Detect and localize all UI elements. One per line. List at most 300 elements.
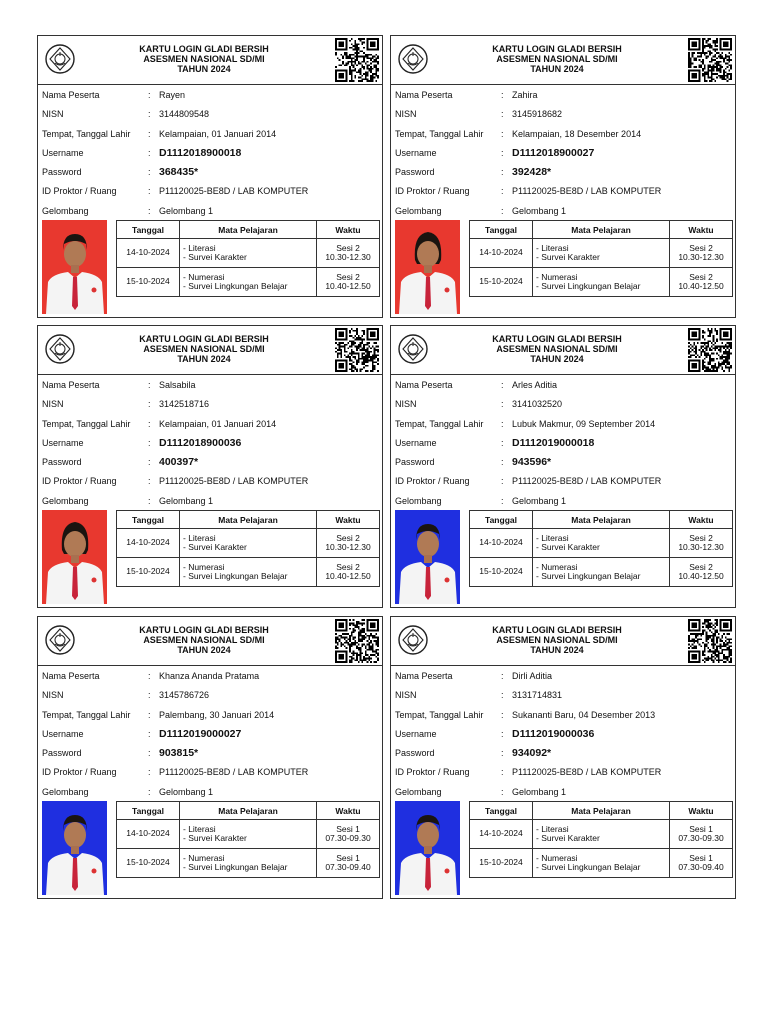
field-row-ttl bbox=[395, 706, 733, 725]
subject-line: - Literasi bbox=[536, 242, 569, 253]
schedule-time bbox=[317, 820, 380, 849]
title-line: TAHUN 2024 bbox=[530, 64, 584, 74]
field-colon: : bbox=[501, 90, 504, 100]
col-header-subject: Mata Pelajaran bbox=[180, 511, 317, 529]
session-time: 07.30-09.40 bbox=[325, 862, 371, 872]
field-row-password bbox=[395, 453, 733, 472]
field-colon: : bbox=[501, 437, 504, 448]
field-value-password: 943596* bbox=[512, 456, 552, 469]
participant-fields bbox=[395, 667, 733, 802]
session-time: 10.40-12.50 bbox=[678, 571, 724, 581]
field-colon: : bbox=[148, 167, 151, 178]
field-label: Nama Peserta bbox=[42, 671, 100, 681]
field-colon: : bbox=[501, 495, 504, 506]
schedule-date: 14-10-2024 bbox=[470, 239, 533, 268]
session-time: 10.40-12.50 bbox=[325, 571, 371, 581]
field-row-username bbox=[395, 434, 733, 453]
schedule-subject bbox=[180, 239, 317, 268]
title-line: ASESMEN NASIONAL SD/MI bbox=[496, 344, 618, 354]
field-colon: : bbox=[501, 418, 504, 429]
title-line: TAHUN 2024 bbox=[177, 645, 231, 655]
schedule-row bbox=[470, 558, 733, 587]
subject-line: - Numerasi bbox=[536, 271, 578, 282]
field-value-nama: Rayen bbox=[159, 90, 186, 100]
field-value-nama: Arles Aditia bbox=[512, 380, 558, 390]
field-label: Gelombang bbox=[395, 205, 442, 216]
participant-fields bbox=[42, 376, 380, 511]
tut-wuri-logo-icon bbox=[397, 43, 429, 75]
field-label: Username bbox=[395, 147, 437, 158]
session-label: Sesi 1 bbox=[336, 852, 360, 863]
col-header-date: Tanggal bbox=[117, 511, 180, 529]
schedule-subject bbox=[180, 268, 317, 297]
schedule-time bbox=[670, 820, 733, 849]
field-row-ttl bbox=[395, 125, 733, 144]
tut-wuri-logo-icon bbox=[397, 333, 429, 365]
title-line: TAHUN 2024 bbox=[530, 645, 584, 655]
field-colon: : bbox=[148, 186, 151, 197]
field-value-username: D1112018900036 bbox=[159, 436, 242, 449]
col-header-time: Waktu bbox=[317, 511, 380, 529]
col-header-subject: Mata Pelajaran bbox=[533, 511, 670, 529]
col-header-time: Waktu bbox=[317, 802, 380, 820]
card-header bbox=[38, 326, 382, 375]
field-row-proktor bbox=[42, 763, 380, 782]
field-row-proktor bbox=[395, 763, 733, 782]
field-label: ID Proktor / Ruang bbox=[42, 186, 117, 197]
title-line: TAHUN 2024 bbox=[177, 354, 231, 364]
card-header bbox=[38, 36, 382, 85]
schedule-subject bbox=[533, 239, 670, 268]
schedule-header bbox=[470, 511, 733, 529]
schedule-subject bbox=[533, 268, 670, 297]
field-colon: : bbox=[148, 748, 151, 759]
field-value-nama: Dirli Aditia bbox=[512, 671, 553, 681]
field-label: ID Proktor / Ruang bbox=[395, 476, 470, 487]
field-label: NISN bbox=[42, 399, 64, 410]
field-label: Password bbox=[42, 748, 82, 759]
card-title bbox=[451, 334, 663, 364]
field-label: Nama Peserta bbox=[395, 380, 453, 390]
field-row-nisn bbox=[395, 686, 733, 705]
card-title bbox=[98, 44, 310, 74]
tut-wuri-logo-icon bbox=[44, 333, 76, 365]
qr-code-icon bbox=[688, 328, 732, 372]
participant-fields bbox=[42, 86, 380, 221]
field-row-proktor bbox=[395, 472, 733, 491]
field-value-ttl: Lubuk Makmur, 09 September 2014 bbox=[512, 418, 656, 429]
session-time: 10.40-12.50 bbox=[678, 281, 724, 291]
field-value-nisn: 3145918682 bbox=[512, 109, 563, 120]
field-row-nama bbox=[395, 667, 733, 686]
title-line: ASESMEN NASIONAL SD/MI bbox=[496, 635, 618, 645]
field-colon: : bbox=[501, 457, 504, 468]
field-label: ID Proktor / Ruang bbox=[42, 767, 117, 778]
schedule-date: 15-10-2024 bbox=[117, 268, 180, 297]
field-colon: : bbox=[148, 109, 151, 120]
field-row-gelombang bbox=[395, 492, 733, 511]
schedule-date: 14-10-2024 bbox=[470, 529, 533, 558]
participant-photo bbox=[42, 801, 107, 895]
col-header-date: Tanggal bbox=[117, 802, 180, 820]
field-label: Username bbox=[42, 437, 84, 448]
field-label: Username bbox=[395, 728, 437, 739]
schedule-row bbox=[470, 820, 733, 849]
field-colon: : bbox=[501, 748, 504, 759]
schedule-subject bbox=[533, 558, 670, 587]
field-row-username bbox=[42, 434, 380, 453]
session-label: Sesi 2 bbox=[336, 242, 360, 253]
col-header-subject: Mata Pelajaran bbox=[533, 802, 670, 820]
field-colon: : bbox=[501, 186, 504, 197]
field-colon: : bbox=[501, 109, 504, 120]
field-value-proktor: P11120025-BE8D / LAB KOMPUTER bbox=[159, 767, 309, 778]
schedule-table bbox=[469, 801, 733, 878]
subject-line: - Literasi bbox=[536, 823, 569, 834]
field-value-ttl: Kelampaian, 01 Januari 2014 bbox=[159, 418, 277, 429]
subject-line: - Survei Karakter bbox=[183, 252, 247, 262]
schedule-date: 15-10-2024 bbox=[117, 558, 180, 587]
field-colon: : bbox=[148, 786, 151, 797]
field-row-ttl bbox=[42, 125, 380, 144]
col-header-date: Tanggal bbox=[470, 802, 533, 820]
schedule-time bbox=[317, 268, 380, 297]
title-line: TAHUN 2024 bbox=[177, 64, 231, 74]
subject-line: - Survei Karakter bbox=[183, 833, 247, 843]
subject-line: - Literasi bbox=[183, 823, 216, 834]
subject-line: - Survei Karakter bbox=[536, 542, 600, 552]
field-label: Password bbox=[42, 167, 82, 178]
field-label: NISN bbox=[395, 399, 417, 410]
col-header-date: Tanggal bbox=[470, 511, 533, 529]
field-value-proktor: P11120025-BE8D / LAB KOMPUTER bbox=[512, 186, 662, 197]
field-label: Nama Peserta bbox=[395, 671, 453, 681]
field-row-gelombang bbox=[42, 492, 380, 511]
col-header-time: Waktu bbox=[670, 802, 733, 820]
session-time: 10.40-12.50 bbox=[325, 281, 371, 291]
field-row-nisn bbox=[395, 105, 733, 124]
schedule-row bbox=[117, 558, 380, 587]
tut-wuri-logo-icon bbox=[44, 624, 76, 656]
subject-line: - Numerasi bbox=[536, 852, 578, 863]
col-header-subject: Mata Pelajaran bbox=[180, 221, 317, 239]
field-value-username: D1112018900018 bbox=[159, 146, 242, 159]
title-line: KARTU LOGIN GLADI BERSIH bbox=[492, 334, 622, 344]
title-line: TAHUN 2024 bbox=[530, 354, 584, 364]
field-label: Gelombang bbox=[42, 205, 89, 216]
schedule-row bbox=[470, 529, 733, 558]
schedule-time bbox=[317, 558, 380, 587]
title-line: ASESMEN NASIONAL SD/MI bbox=[143, 635, 265, 645]
schedule-subject bbox=[533, 820, 670, 849]
field-row-proktor bbox=[42, 182, 380, 201]
field-value-gelombang: Gelombang 1 bbox=[159, 495, 214, 506]
field-label: Nama Peserta bbox=[42, 90, 100, 100]
card-title bbox=[98, 625, 310, 655]
tut-wuri-logo-icon bbox=[397, 624, 429, 656]
schedule-date: 14-10-2024 bbox=[117, 239, 180, 268]
field-colon: : bbox=[501, 476, 504, 487]
field-label: Username bbox=[42, 728, 84, 739]
col-header-subject: Mata Pelajaran bbox=[180, 802, 317, 820]
subject-line: - Literasi bbox=[536, 532, 569, 543]
field-colon: : bbox=[148, 399, 151, 410]
schedule-header bbox=[117, 511, 380, 529]
field-value-proktor: P11120025-BE8D / LAB KOMPUTER bbox=[159, 476, 309, 487]
field-colon: : bbox=[148, 709, 151, 720]
field-row-password bbox=[395, 744, 733, 763]
schedule-row bbox=[470, 239, 733, 268]
field-colon: : bbox=[501, 167, 504, 178]
qr-code-icon bbox=[335, 619, 379, 663]
field-colon: : bbox=[148, 495, 151, 506]
field-colon: : bbox=[501, 690, 504, 701]
title-line: KARTU LOGIN GLADI BERSIH bbox=[139, 44, 269, 54]
field-value-proktor: P11120025-BE8D / LAB KOMPUTER bbox=[512, 767, 662, 778]
field-row-nama bbox=[42, 86, 380, 105]
field-value-gelombang: Gelombang 1 bbox=[159, 205, 214, 216]
schedule-table bbox=[116, 510, 380, 587]
field-row-proktor bbox=[42, 472, 380, 491]
field-colon: : bbox=[148, 205, 151, 216]
field-colon: : bbox=[148, 147, 151, 158]
subject-line: - Survei Lingkungan Belajar bbox=[536, 862, 641, 872]
schedule-time bbox=[670, 849, 733, 878]
schedule-row bbox=[470, 849, 733, 878]
field-row-nisn bbox=[42, 686, 380, 705]
participant-photo bbox=[395, 801, 460, 895]
qr-code-icon bbox=[688, 38, 732, 82]
card-title bbox=[451, 625, 663, 655]
session-label: Sesi 2 bbox=[689, 561, 713, 572]
session-time: 07.30-09.30 bbox=[678, 833, 724, 843]
field-label: Gelombang bbox=[395, 495, 442, 506]
field-label: NISN bbox=[395, 109, 417, 120]
field-value-ttl: Kelampaian, 01 Januari 2014 bbox=[159, 128, 277, 139]
participant-photo bbox=[42, 510, 107, 604]
field-value-gelombang: Gelombang 1 bbox=[159, 786, 214, 797]
schedule-row bbox=[117, 849, 380, 878]
schedule-date: 15-10-2024 bbox=[470, 558, 533, 587]
field-row-username bbox=[42, 144, 380, 163]
field-value-proktor: P11120025-BE8D / LAB KOMPUTER bbox=[512, 476, 662, 487]
field-row-gelombang bbox=[395, 783, 733, 802]
field-colon: : bbox=[148, 418, 151, 429]
schedule-row bbox=[470, 268, 733, 297]
schedule-row bbox=[117, 820, 380, 849]
field-row-ttl bbox=[42, 706, 380, 725]
session-time: 10.30-12.30 bbox=[325, 252, 371, 262]
schedule-time bbox=[670, 268, 733, 297]
field-value-nisn: 3145786726 bbox=[159, 690, 210, 701]
field-value-username: D1112019000036 bbox=[512, 727, 595, 740]
participant-fields bbox=[42, 667, 380, 802]
field-value-username: D1112018900027 bbox=[512, 146, 595, 159]
field-row-ttl bbox=[395, 415, 733, 434]
schedule-subject bbox=[180, 849, 317, 878]
schedule-table bbox=[469, 220, 733, 297]
schedule-date: 15-10-2024 bbox=[470, 849, 533, 878]
field-label: Nama Peserta bbox=[395, 90, 453, 100]
field-row-username bbox=[395, 725, 733, 744]
title-line: KARTU LOGIN GLADI BERSIH bbox=[492, 625, 622, 635]
session-time: 10.30-12.30 bbox=[325, 542, 371, 552]
session-label: Sesi 2 bbox=[689, 271, 713, 282]
field-colon: : bbox=[148, 457, 151, 468]
schedule-date: 15-10-2024 bbox=[470, 268, 533, 297]
subject-line: - Numerasi bbox=[536, 561, 578, 572]
field-row-nama bbox=[395, 86, 733, 105]
participant-fields bbox=[395, 86, 733, 221]
field-colon: : bbox=[148, 476, 151, 487]
session-time: 10.30-12.30 bbox=[678, 252, 724, 262]
schedule-date: 14-10-2024 bbox=[117, 820, 180, 849]
participant-fields bbox=[395, 376, 733, 511]
field-label: Nama Peserta bbox=[42, 380, 100, 390]
schedule-date: 15-10-2024 bbox=[117, 849, 180, 878]
subject-line: - Survei Lingkungan Belajar bbox=[183, 281, 288, 291]
card-title bbox=[451, 44, 663, 74]
field-value-nisn: 3144809548 bbox=[159, 109, 210, 120]
schedule-table bbox=[116, 801, 380, 878]
col-header-date: Tanggal bbox=[117, 221, 180, 239]
field-value-password: 903815* bbox=[159, 747, 199, 760]
participant-photo bbox=[42, 220, 107, 314]
session-label: Sesi 2 bbox=[336, 532, 360, 543]
field-colon: : bbox=[148, 671, 151, 681]
field-value-ttl: Kelampaian, 18 Desember 2014 bbox=[512, 128, 642, 139]
login-card bbox=[390, 35, 736, 318]
field-row-nisn bbox=[395, 395, 733, 414]
schedule-header bbox=[117, 221, 380, 239]
col-header-time: Waktu bbox=[317, 221, 380, 239]
col-header-time: Waktu bbox=[670, 511, 733, 529]
schedule-time bbox=[670, 239, 733, 268]
field-label: NISN bbox=[42, 690, 64, 701]
login-card bbox=[37, 325, 383, 608]
field-value-nisn: 3141032520 bbox=[512, 399, 563, 410]
field-value-gelombang: Gelombang 1 bbox=[512, 205, 567, 216]
participant-photo bbox=[395, 220, 460, 314]
field-label: Tempat, Tanggal Lahir bbox=[42, 128, 131, 139]
participant-photo bbox=[395, 510, 460, 604]
field-label: Password bbox=[395, 457, 435, 468]
title-line: ASESMEN NASIONAL SD/MI bbox=[143, 344, 265, 354]
schedule-table bbox=[469, 510, 733, 587]
subject-line: - Numerasi bbox=[183, 271, 225, 282]
card-header bbox=[391, 36, 735, 85]
login-card bbox=[37, 616, 383, 899]
title-line: KARTU LOGIN GLADI BERSIH bbox=[139, 334, 269, 344]
field-colon: : bbox=[501, 128, 504, 139]
field-row-nama bbox=[42, 376, 380, 395]
schedule-row bbox=[117, 239, 380, 268]
field-label: Tempat, Tanggal Lahir bbox=[42, 418, 131, 429]
field-label: ID Proktor / Ruang bbox=[42, 476, 117, 487]
field-label: Tempat, Tanggal Lahir bbox=[395, 128, 484, 139]
session-time: 10.30-12.30 bbox=[678, 542, 724, 552]
card-header bbox=[391, 617, 735, 666]
field-colon: : bbox=[501, 147, 504, 158]
field-colon: : bbox=[148, 90, 151, 100]
field-colon: : bbox=[148, 767, 151, 778]
title-line: ASESMEN NASIONAL SD/MI bbox=[496, 54, 618, 64]
field-label: Gelombang bbox=[395, 786, 442, 797]
field-label: Password bbox=[395, 167, 435, 178]
field-label: Tempat, Tanggal Lahir bbox=[395, 709, 484, 720]
field-colon: : bbox=[501, 709, 504, 720]
schedule-time bbox=[670, 529, 733, 558]
schedule-header bbox=[117, 802, 380, 820]
field-colon: : bbox=[501, 671, 504, 681]
subject-line: - Survei Lingkungan Belajar bbox=[183, 571, 288, 581]
field-row-nisn bbox=[42, 105, 380, 124]
field-colon: : bbox=[148, 380, 151, 390]
field-label: Password bbox=[42, 457, 82, 468]
subject-line: - Numerasi bbox=[183, 852, 225, 863]
field-label: ID Proktor / Ruang bbox=[395, 186, 470, 197]
field-colon: : bbox=[148, 128, 151, 139]
session-time: 07.30-09.40 bbox=[678, 862, 724, 872]
field-value-gelombang: Gelombang 1 bbox=[512, 786, 567, 797]
field-value-password: 934092* bbox=[512, 747, 552, 760]
login-card bbox=[390, 616, 736, 899]
field-row-password bbox=[42, 453, 380, 472]
field-row-gelombang bbox=[42, 783, 380, 802]
field-label: NISN bbox=[395, 690, 417, 701]
session-label: Sesi 2 bbox=[689, 242, 713, 253]
field-row-gelombang bbox=[395, 202, 733, 221]
field-value-password: 392428* bbox=[512, 166, 552, 179]
field-value-ttl: Sukananti Baru, 04 Desember 2013 bbox=[512, 709, 656, 720]
field-value-nama: Salsabila bbox=[159, 380, 196, 390]
schedule-time bbox=[317, 529, 380, 558]
schedule-subject bbox=[533, 849, 670, 878]
qr-code-icon bbox=[335, 328, 379, 372]
col-header-date: Tanggal bbox=[470, 221, 533, 239]
field-colon: : bbox=[501, 728, 504, 739]
schedule-row bbox=[117, 529, 380, 558]
session-label: Sesi 1 bbox=[336, 823, 360, 834]
field-row-password bbox=[42, 744, 380, 763]
subject-line: - Literasi bbox=[183, 242, 216, 253]
subject-line: - Survei Lingkungan Belajar bbox=[536, 281, 641, 291]
schedule-time bbox=[317, 239, 380, 268]
login-card bbox=[390, 325, 736, 608]
schedule-table bbox=[116, 220, 380, 297]
schedule-time bbox=[670, 558, 733, 587]
schedule-header bbox=[470, 221, 733, 239]
field-label: Username bbox=[395, 437, 437, 448]
subject-line: - Literasi bbox=[183, 532, 216, 543]
field-colon: : bbox=[148, 690, 151, 701]
field-colon: : bbox=[501, 786, 504, 797]
field-value-username: D1112019000027 bbox=[159, 727, 242, 740]
session-label: Sesi 1 bbox=[689, 852, 713, 863]
field-row-nama bbox=[395, 376, 733, 395]
field-label: NISN bbox=[42, 109, 64, 120]
col-header-subject: Mata Pelajaran bbox=[533, 221, 670, 239]
col-header-time: Waktu bbox=[670, 221, 733, 239]
subject-line: - Survei Karakter bbox=[536, 252, 600, 262]
subject-line: - Survei Karakter bbox=[183, 542, 247, 552]
qr-code-icon bbox=[335, 38, 379, 82]
subject-line: - Survei Lingkungan Belajar bbox=[183, 862, 288, 872]
field-row-ttl bbox=[42, 415, 380, 434]
field-value-nisn: 3142518716 bbox=[159, 399, 210, 410]
title-line: KARTU LOGIN GLADI BERSIH bbox=[492, 44, 622, 54]
field-row-gelombang bbox=[42, 202, 380, 221]
